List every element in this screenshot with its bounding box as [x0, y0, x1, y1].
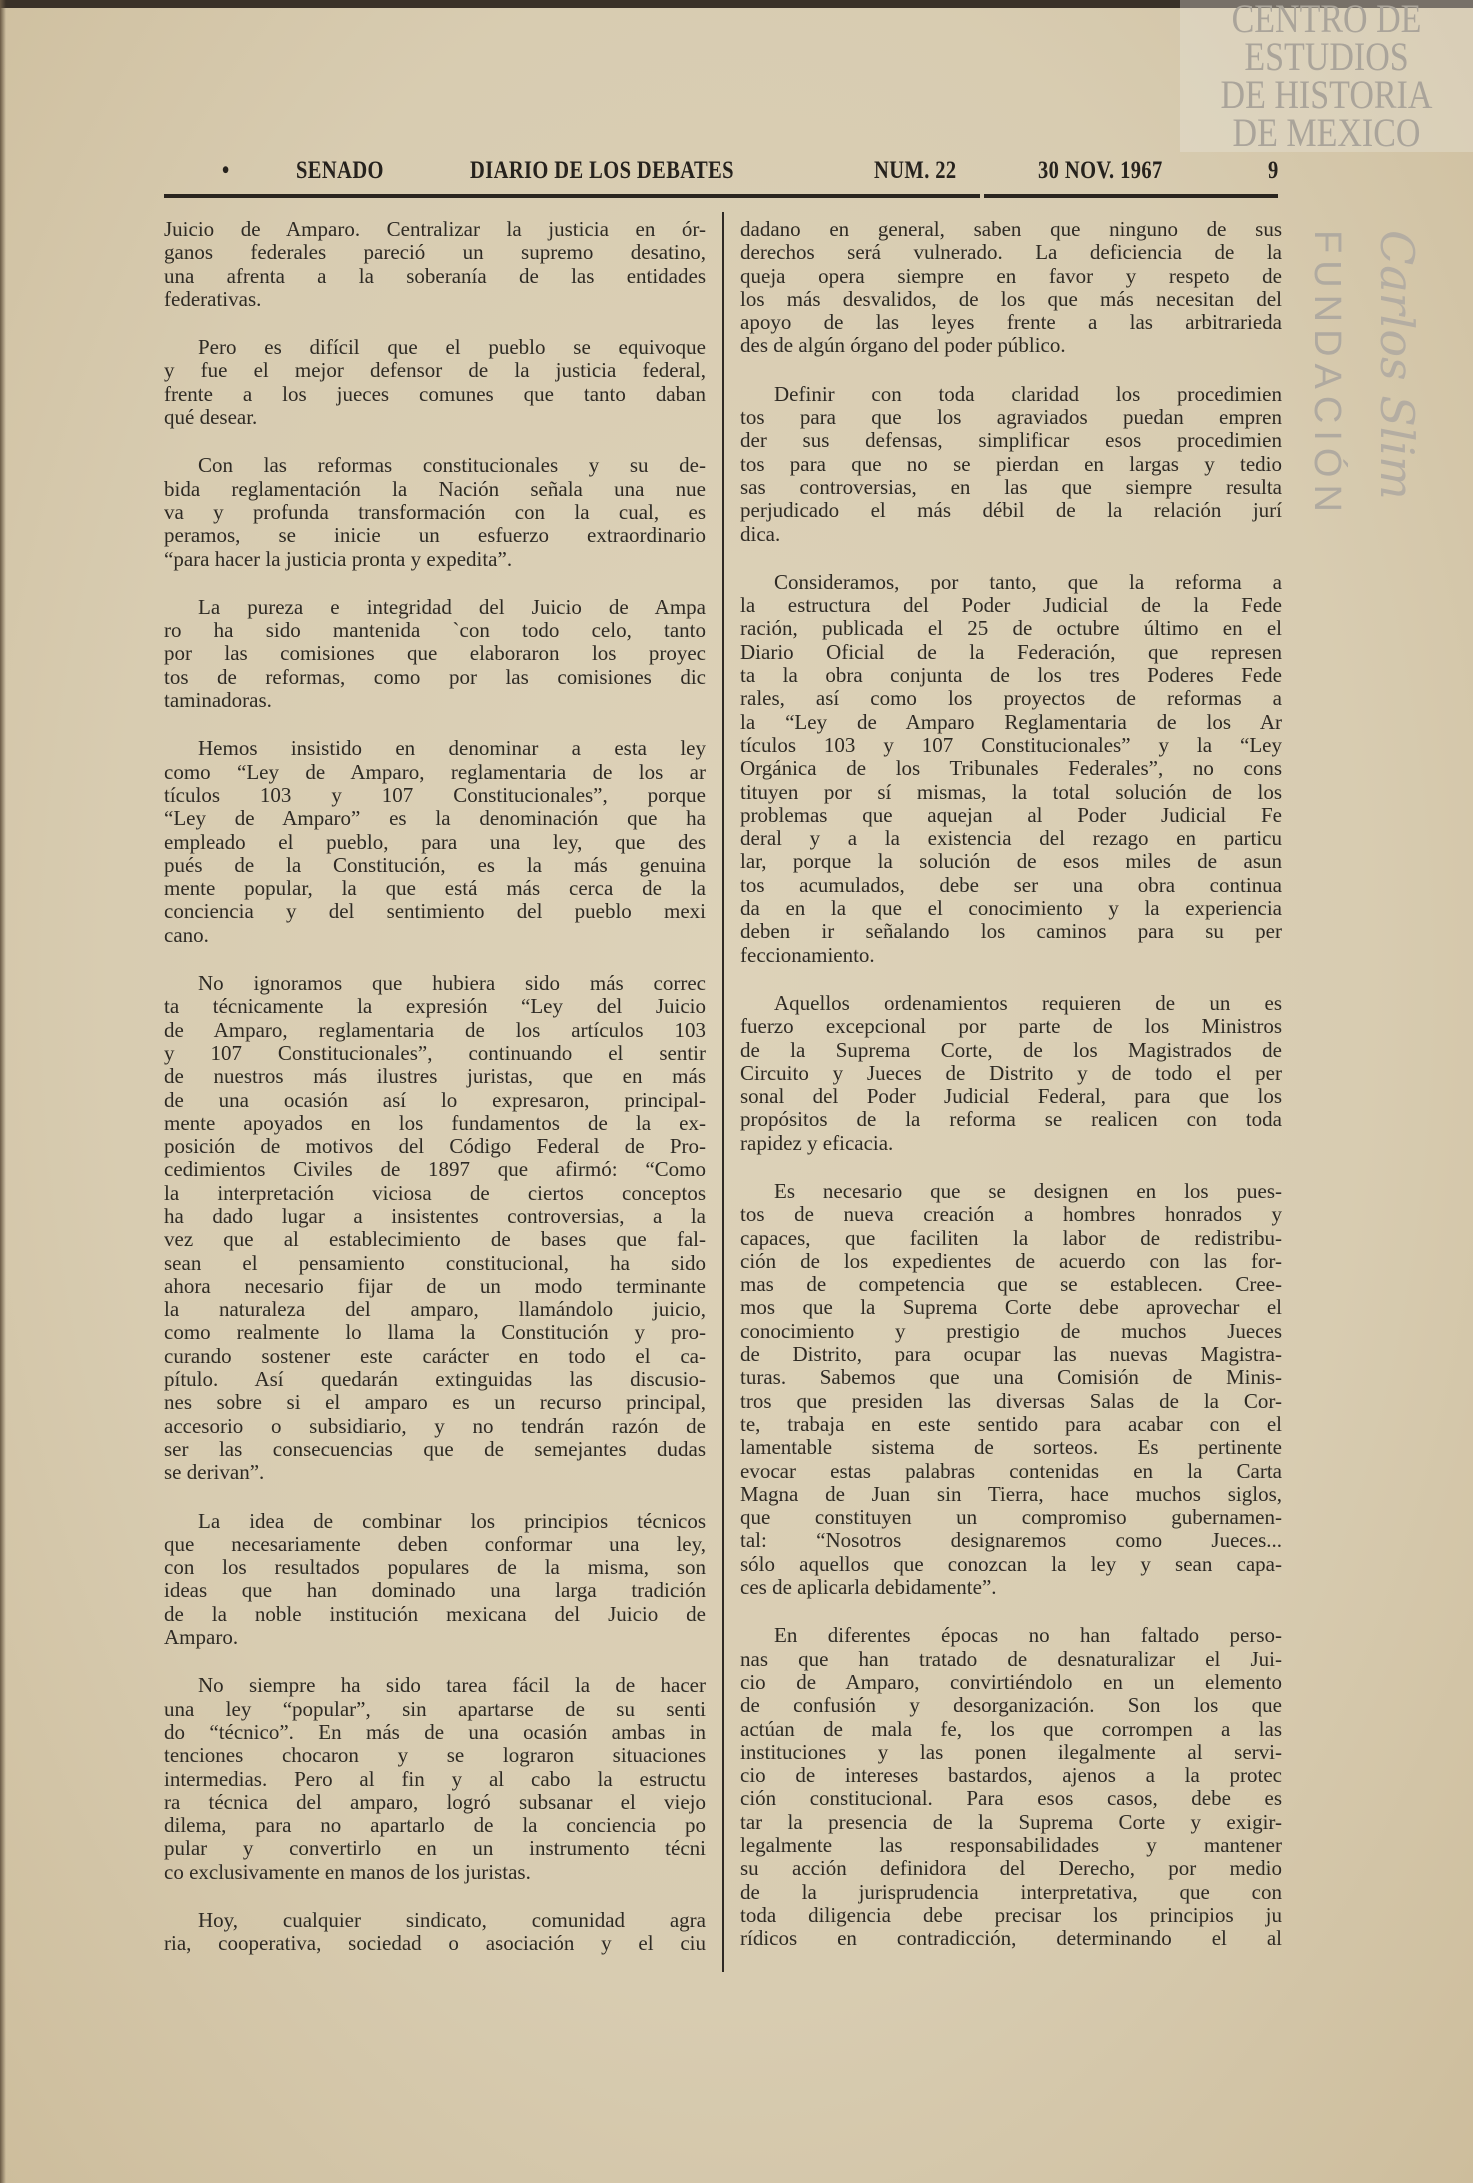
paragraph: [164, 454, 706, 570]
text-line: dadano en general, saben que ninguno de sus: [740, 217, 1282, 241]
text-line: con los resultados populares de la misma, son: [164, 1555, 706, 1580]
header-rule: [164, 194, 980, 198]
text-line: la “Ley de Amparo Reglamentaria de los Ar: [740, 709, 1282, 734]
text-line: de confusión y desorganización. Son los que: [740, 1693, 1282, 1718]
text-line: sean el pensamiento constitucional, ha sido: [164, 1250, 706, 1275]
text-line: tar la presencia de la Suprema Corte y exigir-: [740, 1809, 1282, 1834]
text-line: da en la que el conocimiento y la experiencia: [740, 896, 1282, 921]
watermark-signature: Carlos Slim: [1370, 230, 1424, 500]
text-line: ra técnica del amparo, logró subsanar el viejo: [164, 1789, 706, 1814]
text-line: lamentable sistema de sorteos. Es pertinente: [740, 1435, 1282, 1460]
text-line: “para hacer la justicia pronta y expedita”.: [164, 546, 513, 571]
text-line: pués de la Constitución, es la más genuina: [164, 852, 706, 877]
text-line: tículos 103 y 107 Constitucionales”, porque: [164, 782, 706, 807]
text-line: turas. Sabemos que una Comisión de Minis-: [740, 1365, 1282, 1390]
text-line: tículos 103 y 107 Constitucionales” y la “Ley: [740, 732, 1282, 757]
text-line: se derivan”.: [164, 1460, 265, 1485]
text-line: do “técnico”. En más de una ocasión ambas in: [164, 1719, 706, 1744]
text-line: su acción definidora del Derecho, por medio: [740, 1856, 1282, 1881]
text-line: “Ley de Amparo” es la denominación que ha: [164, 806, 706, 831]
text-line: mente apoyados en los fundamentos de la ex-: [164, 1110, 706, 1135]
text-line: ción de los expedientes de acuerdo con las for-: [740, 1248, 1282, 1273]
text-line: como “Ley de Amparo, reglamentaria de los ar: [164, 759, 706, 784]
text-line: de Distrito, para ocupar las nuevas Magistra-: [740, 1342, 1282, 1367]
text-line: tos acumulados, debe ser una obra continua: [740, 872, 1282, 897]
text-line: Amparo.: [164, 1625, 239, 1650]
text-line: perjudicado el más débil de la relación jurí: [740, 498, 1282, 523]
header-chamber: SENADO: [296, 157, 384, 184]
text-line: fuerzo excepcional por parte de los Ministros: [740, 1014, 1282, 1039]
paragraph: [164, 972, 706, 1485]
text-line: mos que la Suprema Corte debe aprovechar el: [740, 1295, 1282, 1320]
watermark-line: ESTUDIOS: [1244, 34, 1409, 79]
text-line: rapidez y eficacia.: [740, 1130, 894, 1155]
text-line: tos de nueva creación a hombres honrados y: [740, 1202, 1282, 1227]
text-line: apoyo de las leyes frente a las arbitrarieda: [740, 310, 1282, 335]
text-line: ahora necesario fijar de un modo terminante: [164, 1273, 706, 1298]
text-line: actúan de mala fe, los que corrompen a las: [740, 1716, 1282, 1741]
text-line: y fue el mejor defensor de la justicia federal,: [164, 358, 706, 383]
text-line: ria, cooperativa, sociedad o asociación y el ciu: [164, 1931, 706, 1956]
text-line: Hoy, cualquier sindicato, comunidad agra: [198, 1908, 706, 1932]
text-line: de la jurisprudencia interpretativa, que con: [740, 1879, 1282, 1904]
text-line: la interpretación viciosa de ciertos conceptos: [164, 1180, 706, 1205]
text-line: los más desvalidos, de los que más necesitan del: [740, 286, 1282, 311]
text-line: ro ha sido mantenida `con todo celo, tanto: [164, 618, 706, 643]
text-line: dilema, para no apartarlo de la conciencia po: [164, 1813, 706, 1838]
paragraph: [164, 1510, 706, 1650]
text-line: tos de reformas, como por las comisiones dic: [164, 664, 706, 689]
text-line: tenciones chocaron y se lograron situaciones: [164, 1743, 706, 1768]
paragraph: [164, 737, 706, 947]
header-rule: [984, 194, 1278, 198]
text-line: conocimiento y prestigio de muchos Jueces: [740, 1318, 1282, 1343]
text-line: instituciones y las ponen ilegalmente al servi-: [740, 1739, 1282, 1764]
text-line: de la Suprema Corte, de los Magistrados de: [740, 1037, 1282, 1062]
text-line: mente popular, la que está más cerca de la: [164, 876, 706, 901]
text-line: qué desear.: [164, 405, 258, 430]
watermark-line: DE HISTORIA: [1220, 72, 1433, 117]
watermark-foundation: FUNDACIÓN: [1306, 230, 1348, 519]
text-line: que constituyen un compromiso gubernamen-: [740, 1505, 1282, 1530]
text-line: empleado el pueblo, para una ley, que des: [164, 829, 706, 854]
text-line: tal: “Nosotros designaremos como Jueces...: [740, 1528, 1282, 1553]
text-line: federativas.: [164, 286, 262, 311]
paragraph: [164, 218, 706, 311]
paragraph: [164, 1674, 706, 1884]
text-line: la naturaleza del amparo, llamándolo juicio,: [164, 1297, 706, 1322]
text-line: la estructura del Poder Judicial de la Fede: [740, 593, 1282, 618]
text-line: Juicio de Amparo. Centralizar la justicia en ór-: [164, 217, 706, 241]
text-line: intermedias. Pero al fin y al cabo la estructu: [164, 1766, 706, 1791]
text-line: La pureza e integridad del Juicio de Ampa: [198, 594, 706, 619]
text-line: tituyen por sí mismas, la total solución de los: [740, 779, 1282, 804]
header-issue: NUM. 22: [874, 157, 957, 184]
text-line: por las comisiones que elaboraron los proyec: [164, 641, 706, 666]
text-line: Con las reformas constitucionales y su de-: [198, 453, 706, 478]
text-line: ces de aplicarla debidamente”.: [740, 1575, 997, 1600]
paragraph: [740, 992, 1282, 1155]
paragraph: [740, 571, 1282, 967]
text-line: mas de competencia que se establecen. Cree-: [740, 1272, 1282, 1297]
text-line: curando sostener este carácter en todo el ca-: [164, 1343, 706, 1368]
right-column: [740, 218, 1282, 1975]
paragraph: [740, 1624, 1282, 1950]
text-line: Hemos insistido en denominar a esta ley: [198, 736, 706, 761]
text-line: ta técnicamente la expresión “Ley del Juicio: [164, 994, 706, 1019]
text-line: bida reglamentación la Nación señala una nue: [164, 476, 706, 501]
text-line: de nuestros más ilustres juristas, que en más: [164, 1064, 706, 1089]
paragraph: [740, 218, 1282, 358]
paragraph: [164, 596, 706, 712]
text-line: capaces, que faciliten la labor de redistribu-: [740, 1225, 1282, 1250]
header-page-number: 9: [1268, 157, 1279, 184]
left-column: [164, 218, 706, 1981]
text-line: rales, así como los proyectos de reformas a: [740, 686, 1282, 711]
text-line: der sus defensas, simplificar esos procedimien: [740, 428, 1282, 453]
header-publication: DIARIO DE LOS DEBATES: [470, 157, 734, 184]
text-line: tos para que los agraviados puedan empren: [740, 405, 1282, 430]
text-line: peramos, se inicie un esfuerzo extraordinario: [164, 523, 706, 548]
paragraph: [740, 1180, 1282, 1599]
text-line: ser las consecuencias que de semejantes dudas: [164, 1436, 706, 1461]
text-line: Magna de Juan sin Tierra, hace muchos siglos,: [740, 1481, 1282, 1506]
text-line: va y profunda transformación con la cual, es: [164, 499, 706, 524]
text-line: que necesariamente deben conformar una ley,: [164, 1531, 706, 1556]
text-line: conciencia y del sentimiento del pueblo mexi: [164, 899, 706, 924]
text-line: ganos federales pareció un supremo desatino,: [164, 240, 706, 265]
text-line: Circuito y Jueces de Distrito y de todo el per: [740, 1060, 1282, 1085]
text-line: rídicos en contradicción, determinando el al: [740, 1926, 1282, 1951]
text-line: y 107 Constitucionales”, continuando el sentir: [164, 1040, 706, 1065]
text-line: como realmente lo llama la Constitución y pro-: [164, 1320, 706, 1345]
text-line: Consideramos, por tanto, que la reforma a: [774, 569, 1282, 594]
text-line: una afrenta a la soberanía de las entidades: [164, 263, 706, 288]
text-line: te, trabaja en este sentido para acabar con el: [740, 1411, 1282, 1436]
text-line: queja opera siempre en favor y respeto de: [740, 263, 1282, 288]
text-line: No siempre ha sido tarea fácil la de hacer: [198, 1673, 706, 1698]
text-line: cio de Amparo, convirtiéndolo en un elemento: [740, 1669, 1282, 1694]
text-line: lar, porque la solución de esos miles de asun: [740, 849, 1282, 874]
text-line: co exclusivamente en manos de los juristas.: [164, 1859, 531, 1884]
text-line: pular y convertirlo en un instrumento técni: [164, 1836, 706, 1861]
text-line: deral y a la existencia del rezago en particu: [740, 826, 1282, 851]
text-line: deben ir señalando los caminos para su per: [740, 919, 1282, 944]
paragraph: [740, 383, 1282, 546]
text-line: de Amparo, reglamentaria de los artículos 103: [164, 1017, 706, 1042]
text-line: taminadoras.: [164, 688, 272, 713]
column-divider: [722, 212, 724, 1972]
text-line: de una ocasión así lo expresaron, principal-: [164, 1087, 706, 1112]
text-line: No ignoramos que hubiera sido más correc: [198, 971, 706, 996]
paragraph: [164, 336, 706, 429]
text-line: accesorio o subsidiario, y no tendrán razón de: [164, 1413, 706, 1438]
text-line: propósitos de la reforma se realicen con toda: [740, 1107, 1282, 1132]
text-line: cio de intereses bastardos, ajenos a la protec: [740, 1763, 1282, 1788]
text-line: Aquellos ordenamientos requieren de un es: [774, 990, 1282, 1015]
text-line: nes sobre si el amparo es un recurso principal,: [164, 1390, 706, 1415]
paragraph: [164, 1909, 706, 1956]
text-line: feccionamiento.: [740, 942, 875, 967]
text-line: sas controversias, en las que siempre resulta: [740, 474, 1282, 499]
text-line: Es necesario que se designen en los pues-: [774, 1178, 1282, 1203]
text-line: sólo aquellos que conozcan la ley y sean capa-: [740, 1551, 1282, 1576]
text-line: ración, publicada el 25 de octubre último en el: [740, 616, 1282, 641]
text-line: nas que han tratado de desnaturalizar el Jui-: [740, 1646, 1282, 1671]
header-bullet: •: [222, 157, 230, 184]
text-line: problemas que aquejan al Poder Judicial Fe: [740, 802, 1282, 827]
text-line: des de algún órgano del poder público.: [740, 333, 1066, 358]
watermark-line: DE MEXICO: [1232, 110, 1421, 155]
text-line: Orgánica de los Tribunales Federales”, no cons: [740, 756, 1282, 781]
text-line: frente a los jueces comunes que tanto daban: [164, 381, 706, 406]
text-line: pítulo. Así quedarán extinguidas las discusio-: [164, 1367, 706, 1392]
watermark-line: CENTRO DE: [1231, 0, 1422, 41]
text-line: ta la obra conjunta de los tres Poderes Fede: [740, 663, 1282, 688]
text-line: Diario Oficial de la Federación, que represen: [740, 639, 1282, 664]
text-line: una ley “popular”, sin apartarse de su senti: [164, 1696, 706, 1721]
text-line: En diferentes épocas no han faltado perso-: [774, 1623, 1282, 1648]
text-line: posición de motivos del Código Federal de Pro-: [164, 1134, 706, 1159]
text-line: dica.: [740, 521, 781, 546]
text-line: tos para que no se pierdan en largas y tedio: [740, 451, 1282, 476]
header-date: 30 NOV. 1967: [1038, 157, 1163, 184]
text-line: ideas que han dominado una larga tradición: [164, 1578, 706, 1603]
text-line: sonal del Poder Judicial Federal, para que los: [740, 1084, 1282, 1109]
text-line: cedimientos Civiles de 1897 que afirmó: “Como: [164, 1157, 706, 1182]
scan-left-edge: [0, 0, 6, 2183]
text-line: tros que presiden las diversas Salas de la Cor-: [740, 1388, 1282, 1413]
text-line: cano.: [164, 922, 209, 947]
text-line: evocar estas palabras contenidas en la Carta: [740, 1458, 1282, 1483]
text-line: Pero es difícil que el pueblo se equivoque: [198, 335, 706, 360]
text-line: toda diligencia debe precisar los principios ju: [740, 1902, 1282, 1927]
text-line: legalmente las responsabilidades y mantener: [740, 1833, 1282, 1857]
text-line: La idea de combinar los principios técnicos: [198, 1508, 706, 1533]
text-line: vez que al establecimiento de bases que fal-: [164, 1227, 706, 1252]
text-line: Definir con toda claridad los procedimien: [774, 381, 1282, 406]
text-line: ción constitucional. Para esos casos, debe es: [740, 1786, 1282, 1811]
text-line: de la noble institución mexicana del Juicio de: [164, 1601, 706, 1626]
text-line: ha dado lugar a insistentes controversias, a la: [164, 1203, 706, 1228]
text-line: derechos será vulnerado. La deficiencia de la: [740, 240, 1282, 265]
